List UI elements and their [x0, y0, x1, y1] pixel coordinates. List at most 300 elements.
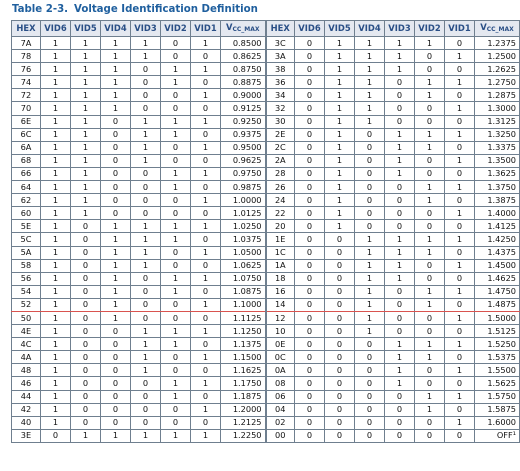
vid5-cell: 0	[325, 390, 355, 403]
table-row	[12, 167, 520, 180]
hex-cell: 4A	[12, 351, 41, 364]
vid2-cell: 0	[161, 37, 191, 50]
hex-cell: 2C	[266, 141, 295, 154]
vid4-cell: 0	[355, 416, 385, 429]
vid2-cell: 1	[161, 167, 191, 180]
vid4-cell: 0	[355, 403, 385, 416]
vid4-cell: 1	[101, 246, 131, 259]
table-row	[12, 220, 520, 233]
vid3-cell: 0	[131, 285, 161, 298]
vid3-cell: 0	[131, 76, 161, 89]
table-row	[12, 115, 520, 128]
vid6-cell: 0	[295, 128, 325, 141]
vid5-cell: 1	[325, 102, 355, 115]
vid3-cell: 1	[385, 167, 415, 180]
column-header-vid6: VID6	[41, 21, 71, 37]
vid3-cell: 1	[385, 259, 415, 272]
hex-cell: 78	[12, 50, 41, 63]
table-row	[12, 272, 520, 285]
vid5-cell: 0	[71, 285, 101, 298]
vid1-cell: 0	[191, 259, 221, 272]
vid5-cell: 0	[325, 351, 355, 364]
hex-cell: 28	[266, 167, 295, 180]
vcc-max-cell: 1.3125	[475, 115, 520, 128]
vid2-cell: 0	[415, 63, 445, 76]
vcc-max-cell: 1.5500	[475, 364, 520, 377]
vid4-cell: 1	[101, 220, 131, 233]
vid1-cell: 0	[191, 364, 221, 377]
vid6-cell: 0	[295, 37, 325, 50]
vid4-cell: 0	[355, 377, 385, 390]
vid2-cell: 0	[161, 403, 191, 416]
hex-cell: 00	[266, 429, 295, 442]
vid3-cell: 0	[131, 390, 161, 403]
vid2-cell: 0	[161, 207, 191, 220]
vid2-cell: 0	[161, 298, 191, 311]
vid6-cell: 1	[41, 141, 71, 154]
table-row	[12, 194, 520, 207]
hex-cell: 54	[12, 285, 41, 298]
vid1-cell: 0	[445, 272, 475, 285]
vcc-max-cell: 1.0250	[221, 220, 266, 233]
vcc-max-cell: 1.3625	[475, 167, 520, 180]
vid2-cell: 1	[161, 181, 191, 194]
vid6-cell: 0	[295, 50, 325, 63]
vid3-cell: 1	[131, 351, 161, 364]
vcc-max-cell: 1.6000	[475, 416, 520, 429]
vid6-cell: 0	[295, 141, 325, 154]
vcc-max-cell: 1.4125	[475, 220, 520, 233]
vid1-cell: 0	[445, 194, 475, 207]
table-title: Voltage Identification Definition	[74, 4, 258, 15]
vid1-cell: 0	[445, 403, 475, 416]
vid4-cell: 1	[101, 102, 131, 115]
hex-cell: 56	[12, 272, 41, 285]
vcc-max-cell: 1.4375	[475, 246, 520, 259]
vid2-cell: 0	[415, 429, 445, 442]
vid2-cell: 1	[415, 246, 445, 259]
vid5-cell: 0	[325, 285, 355, 298]
vid3-cell: 0	[385, 311, 415, 324]
vcc-max-cell: 1.5750	[475, 390, 520, 403]
vid1-cell: 0	[445, 325, 475, 338]
hex-cell: 06	[266, 390, 295, 403]
vid5-cell: 0	[71, 272, 101, 285]
vid2-cell: 1	[161, 338, 191, 351]
vid2-cell: 0	[161, 246, 191, 259]
vid2-cell: 1	[161, 115, 191, 128]
vid4-cell: 0	[101, 390, 131, 403]
vid5-cell: 1	[325, 220, 355, 233]
hex-cell: 22	[266, 207, 295, 220]
vid3-cell: 0	[385, 181, 415, 194]
vid3-cell: 1	[385, 351, 415, 364]
vid4-cell: 1	[355, 76, 385, 89]
table-row	[12, 325, 520, 338]
vid5-cell: 0	[71, 351, 101, 364]
vid1-cell: 1	[191, 246, 221, 259]
table-row	[12, 298, 520, 311]
vid3-cell: 1	[385, 272, 415, 285]
vid3-cell: 1	[131, 325, 161, 338]
vid2-cell: 0	[415, 416, 445, 429]
vid5-cell: 0	[71, 416, 101, 429]
vid4-cell: 1	[355, 63, 385, 76]
vid5-cell: 1	[71, 128, 101, 141]
vcc-max-cell: 1.0000	[221, 194, 266, 207]
vid3-cell: 0	[385, 416, 415, 429]
vid2-cell: 1	[161, 63, 191, 76]
vid6-cell: 1	[41, 351, 71, 364]
vid4-cell: 1	[355, 233, 385, 246]
vid6-cell: 0	[295, 207, 325, 220]
vid2-cell: 1	[415, 76, 445, 89]
vid4-cell: 1	[101, 429, 131, 442]
vid3-cell: 1	[385, 37, 415, 50]
vcc-max-cell: 1.0875	[221, 285, 266, 298]
vid6-cell: 0	[295, 63, 325, 76]
vcc-max-cell: 0.9875	[221, 181, 266, 194]
hex-cell: 02	[266, 416, 295, 429]
vid1-cell: 0	[445, 351, 475, 364]
vid3-cell: 0	[385, 89, 415, 102]
table-row	[12, 128, 520, 141]
vid1-cell: 1	[191, 325, 221, 338]
vid3-cell: 0	[131, 403, 161, 416]
vid3-cell: 0	[385, 194, 415, 207]
vid1-cell: 1	[445, 233, 475, 246]
hex-cell: 4C	[12, 338, 41, 351]
vid1-cell: 1	[445, 154, 475, 167]
vid5-cell: 0	[71, 403, 101, 416]
vid3-cell: 0	[131, 272, 161, 285]
vid5-cell: 1	[325, 115, 355, 128]
vcc-max-cell: 1.0625	[221, 259, 266, 272]
hex-cell: 0C	[266, 351, 295, 364]
vid3-cell: 1	[131, 364, 161, 377]
vid5-cell: 0	[325, 377, 355, 390]
column-header-vcc-max	[221, 21, 266, 37]
vid5-cell: 0	[71, 338, 101, 351]
vid4-cell: 1	[355, 246, 385, 259]
vid3-cell: 1	[131, 37, 161, 50]
table-row	[12, 403, 520, 416]
vid2-cell: 0	[415, 154, 445, 167]
vid5-cell: 1	[325, 194, 355, 207]
vid2-cell: 0	[161, 141, 191, 154]
hex-cell: 04	[266, 403, 295, 416]
vid2-cell: 0	[161, 50, 191, 63]
vid4-cell: 0	[101, 181, 131, 194]
vid1-cell: 0	[445, 298, 475, 311]
table-row	[12, 377, 520, 390]
hex-cell: 40	[12, 416, 41, 429]
vid2-cell: 0	[161, 311, 191, 324]
vcc-max-cell: 1.5625	[475, 377, 520, 390]
vcc-max-cell: 1.1125	[221, 311, 266, 324]
vid5-cell: 0	[325, 338, 355, 351]
vid4-cell: 1	[101, 50, 131, 63]
vcc-max-cell: 0.9250	[221, 115, 266, 128]
vcc-max-cell: 0.9000	[221, 89, 266, 102]
vid4-cell: 0	[355, 207, 385, 220]
vid3-cell: 1	[131, 50, 161, 63]
table-row	[12, 364, 520, 377]
vid1-cell: 0	[191, 285, 221, 298]
vid6-cell: 1	[41, 246, 71, 259]
column-header-vid6: VID6	[295, 21, 325, 37]
hex-cell: 0A	[266, 364, 295, 377]
vid6-cell: 0	[295, 89, 325, 102]
vid2-cell: 0	[415, 272, 445, 285]
vid4-cell: 1	[355, 325, 385, 338]
vcc-max-cell: 1.4500	[475, 259, 520, 272]
vid5-cell: 0	[325, 298, 355, 311]
vid2-cell: 1	[415, 37, 445, 50]
vcc-max-cell: 0.8500	[221, 37, 266, 50]
hex-cell: 72	[12, 89, 41, 102]
vid5-cell: 1	[325, 207, 355, 220]
vcc-header-main: V	[480, 22, 487, 32]
vid4-cell: 0	[101, 115, 131, 128]
table-row	[12, 351, 520, 364]
vid2-cell: 1	[415, 128, 445, 141]
column-header-vid5: VID5	[325, 21, 355, 37]
vid3-cell: 1	[385, 128, 415, 141]
vid6-cell: 0	[295, 194, 325, 207]
hex-cell: 6A	[12, 141, 41, 154]
vid5-cell: 0	[71, 259, 101, 272]
vid4-cell: 1	[101, 259, 131, 272]
vid2-cell: 0	[415, 311, 445, 324]
vid6-cell: 0	[295, 285, 325, 298]
vid1-cell: 0	[445, 63, 475, 76]
vid4-cell: 0	[355, 338, 385, 351]
vid3-cell: 0	[385, 390, 415, 403]
vid1-cell: 1	[191, 63, 221, 76]
vid6-cell: 0	[295, 377, 325, 390]
vid5-cell: 1	[71, 89, 101, 102]
vid6-cell: 0	[295, 115, 325, 128]
vcc-max-cell: 1.5000	[475, 311, 520, 324]
table-row	[12, 246, 520, 259]
table-header-row	[12, 21, 520, 37]
table-row	[12, 233, 520, 246]
vid6-cell: 0	[295, 403, 325, 416]
vid6-cell: 1	[41, 194, 71, 207]
vcc-max-cell: 1.1250	[221, 325, 266, 338]
vid5-cell: 0	[325, 416, 355, 429]
column-header-vid3: VID3	[385, 21, 415, 37]
hex-cell: 5E	[12, 220, 41, 233]
vid5-cell: 0	[325, 246, 355, 259]
vid1-cell: 1	[191, 351, 221, 364]
vid1-cell: 1	[191, 298, 221, 311]
hex-cell: 52	[12, 298, 41, 311]
vid3-cell: 0	[131, 207, 161, 220]
vid6-cell: 0	[295, 76, 325, 89]
vid5-cell: 1	[71, 37, 101, 50]
hex-cell: 2E	[266, 128, 295, 141]
vid1-cell: 1	[191, 89, 221, 102]
hex-cell: 66	[12, 167, 41, 180]
hex-cell: 10	[266, 325, 295, 338]
vid5-cell: 1	[71, 154, 101, 167]
hex-cell: 30	[266, 115, 295, 128]
vcc-max-cell: 1.3250	[475, 128, 520, 141]
vid3-cell: 1	[385, 141, 415, 154]
vid6-cell: 0	[295, 220, 325, 233]
vid2-cell: 1	[415, 194, 445, 207]
hex-cell: 12	[266, 311, 295, 324]
vid3-cell: 1	[131, 154, 161, 167]
vid5-cell: 0	[325, 325, 355, 338]
hex-cell: 76	[12, 63, 41, 76]
vid2-cell: 0	[415, 167, 445, 180]
vid1-cell: 1	[445, 338, 475, 351]
vid4-cell: 0	[355, 220, 385, 233]
vcc-max-cell: 1.2250	[221, 429, 266, 442]
column-header-vid1: VID1	[191, 21, 221, 37]
vcc-max-cell: 1.2000	[221, 403, 266, 416]
vid1-cell: 1	[445, 311, 475, 324]
vid2-cell: 1	[161, 429, 191, 442]
table-row	[12, 207, 520, 220]
vid1-cell: 1	[445, 128, 475, 141]
vid1-cell: 0	[191, 416, 221, 429]
vid3-cell: 0	[131, 167, 161, 180]
vid4-cell: 1	[101, 298, 131, 311]
vid4-cell: 0	[355, 154, 385, 167]
vid3-cell: 1	[131, 338, 161, 351]
vcc-max-cell: 0.8750	[221, 63, 266, 76]
vid5-cell: 0	[71, 390, 101, 403]
vcc-max-cell: 1.0125	[221, 207, 266, 220]
vid6-cell: 1	[41, 181, 71, 194]
vcc-header-main: V	[225, 22, 233, 32]
vcc-max-cell: 1.2375	[475, 37, 520, 50]
table-row	[12, 259, 520, 272]
column-header-vcc-max	[475, 21, 520, 37]
vid1-cell: 1	[445, 364, 475, 377]
table-row	[12, 338, 520, 351]
vid6-cell: 0	[295, 102, 325, 115]
column-header-vid3: VID3	[131, 21, 161, 37]
vid2-cell: 1	[161, 390, 191, 403]
hex-cell: 08	[266, 377, 295, 390]
vcc-max-cell: 1.1000	[221, 298, 266, 311]
vid4-cell: 1	[101, 311, 131, 324]
vid6-cell: 0	[295, 416, 325, 429]
vid2-cell: 0	[161, 89, 191, 102]
vid6-cell: 1	[41, 37, 71, 50]
hex-cell: 3A	[266, 50, 295, 63]
vid6-cell: 1	[41, 416, 71, 429]
vid4-cell: 0	[101, 377, 131, 390]
vid5-cell: 0	[325, 233, 355, 246]
column-header-vid2: VID2	[415, 21, 445, 37]
vid5-cell: 0	[71, 220, 101, 233]
vid1-cell: 1	[191, 403, 221, 416]
vid5-cell: 0	[325, 429, 355, 442]
table-body	[12, 37, 520, 443]
vid4-cell: 0	[355, 351, 385, 364]
vid2-cell: 0	[415, 325, 445, 338]
vcc-max-cell: 0.9375	[221, 128, 266, 141]
vid3-cell: 1	[131, 128, 161, 141]
vid2-cell: 0	[415, 50, 445, 63]
vid3-cell: 0	[131, 298, 161, 311]
vid6-cell: 0	[295, 246, 325, 259]
vid2-cell: 0	[161, 259, 191, 272]
vid2-cell: 0	[415, 364, 445, 377]
table-row	[12, 390, 520, 403]
column-header-hex: HEX	[12, 21, 41, 37]
vid5-cell: 0	[71, 246, 101, 259]
vid3-cell: 1	[385, 364, 415, 377]
hex-cell: 48	[12, 364, 41, 377]
vid4-cell: 0	[101, 351, 131, 364]
vid2-cell: 1	[161, 272, 191, 285]
vid5-cell: 0	[325, 311, 355, 324]
vid4-cell: 0	[355, 194, 385, 207]
vid5-cell: 1	[71, 167, 101, 180]
vid6-cell: 1	[41, 311, 71, 324]
table-row	[12, 311, 520, 324]
voltage-identification-table	[11, 20, 520, 443]
vid4-cell: 0	[101, 154, 131, 167]
vid5-cell: 0	[71, 233, 101, 246]
vid2-cell: 1	[161, 128, 191, 141]
vid1-cell: 0	[445, 37, 475, 50]
vcc-max-cell: 1.2625	[475, 63, 520, 76]
vid5-cell: 1	[325, 167, 355, 180]
vid5-cell: 0	[325, 259, 355, 272]
vid4-cell: 1	[355, 102, 385, 115]
vid2-cell: 1	[415, 338, 445, 351]
vid1-cell: 1	[445, 76, 475, 89]
vid3-cell: 0	[385, 325, 415, 338]
hex-cell: 68	[12, 154, 41, 167]
vid5-cell: 1	[71, 181, 101, 194]
vid3-cell: 1	[385, 50, 415, 63]
vid1-cell: 0	[191, 311, 221, 324]
vcc-max-cell: 1.0500	[221, 246, 266, 259]
vid1-cell: 1	[445, 390, 475, 403]
vid3-cell: 0	[131, 63, 161, 76]
vid5-cell: 0	[325, 364, 355, 377]
vid3-cell: 1	[131, 141, 161, 154]
vcc-max-cell: 0.9750	[221, 167, 266, 180]
vcc-max-cell: 1.1750	[221, 377, 266, 390]
table-row	[12, 50, 520, 63]
column-header-vid5: VID5	[71, 21, 101, 37]
vcc-max-cell: 1.0375	[221, 233, 266, 246]
vid3-cell: 0	[131, 181, 161, 194]
hex-cell: 16	[266, 285, 295, 298]
hex-cell: 14	[266, 298, 295, 311]
vid5-cell: 1	[325, 181, 355, 194]
hex-cell: 60	[12, 207, 41, 220]
vid1-cell: 1	[191, 141, 221, 154]
vid2-cell: 1	[415, 285, 445, 298]
vid5-cell: 1	[325, 141, 355, 154]
table-row	[12, 181, 520, 194]
vid5-cell: 1	[71, 429, 101, 442]
vid5-cell: 1	[71, 102, 101, 115]
vid4-cell: 1	[355, 272, 385, 285]
vid6-cell: 0	[295, 181, 325, 194]
